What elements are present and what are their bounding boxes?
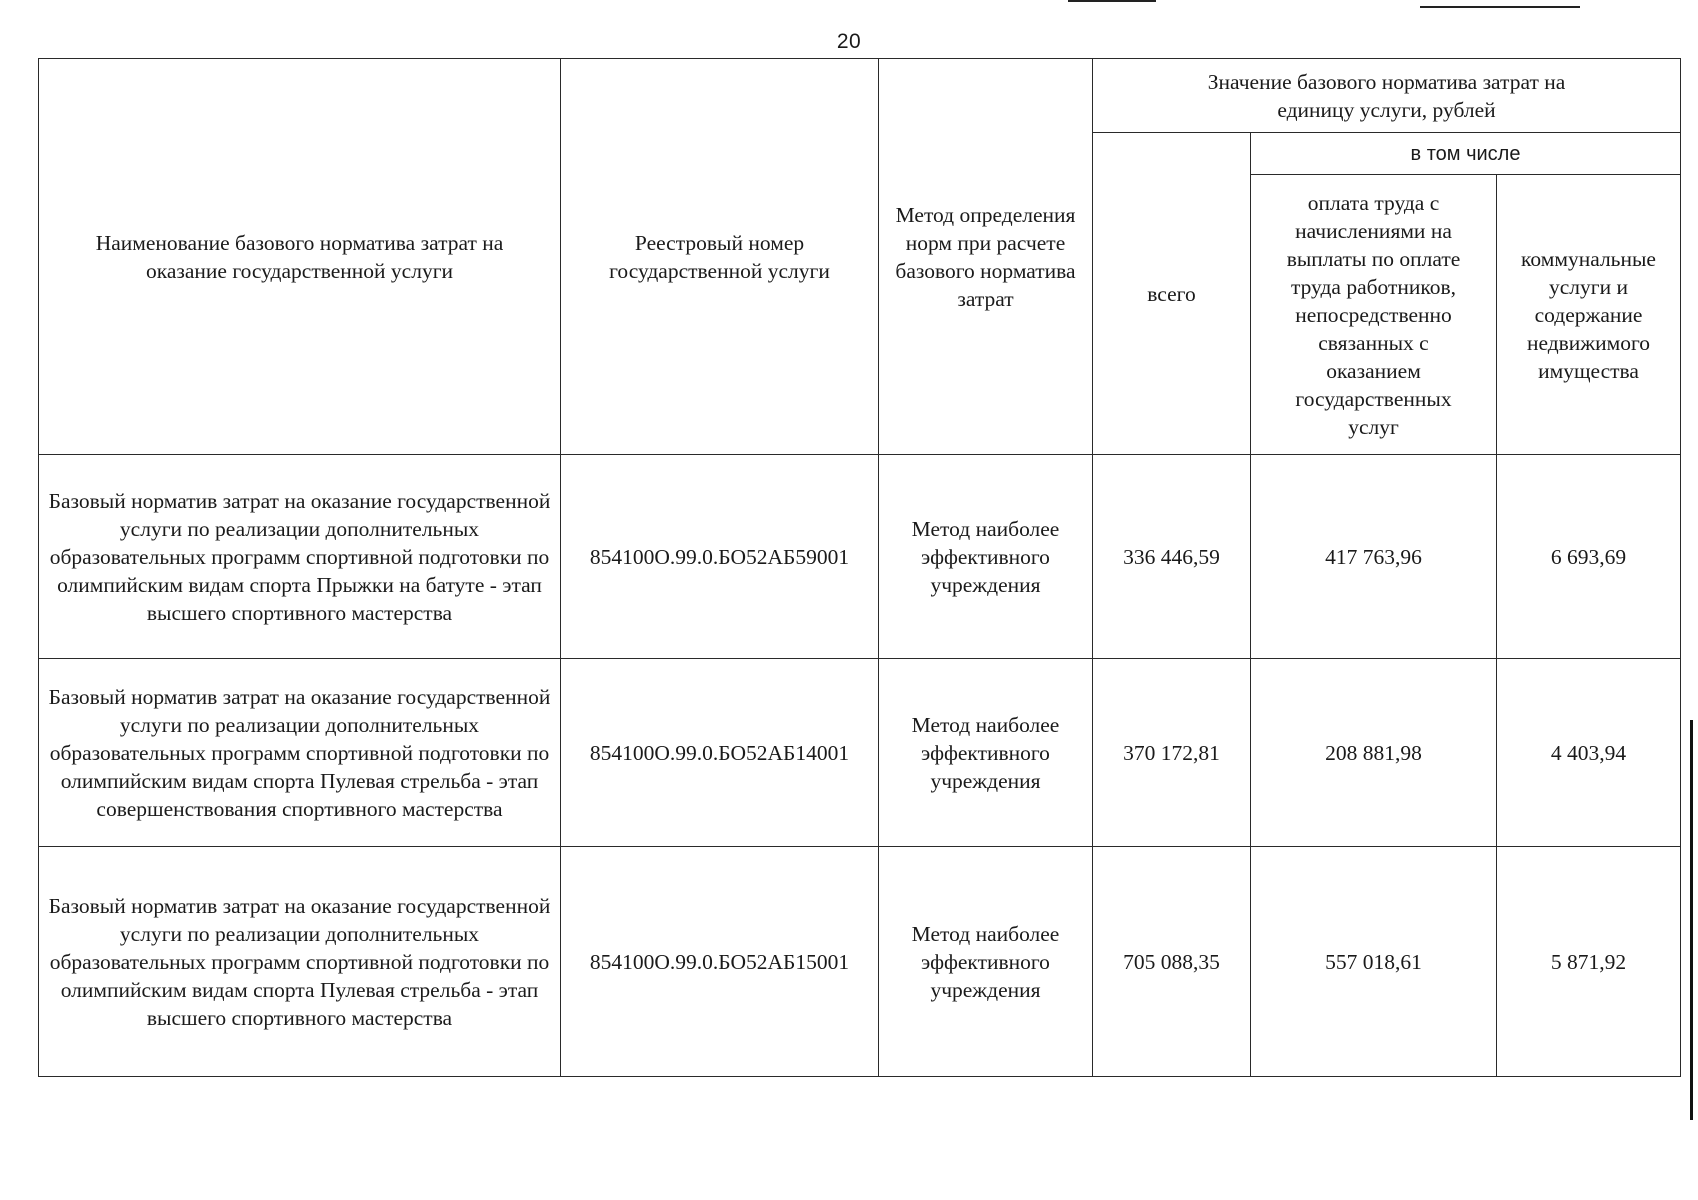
table-row (39, 455, 1681, 659)
row-total: 336 446,59 (1093, 455, 1251, 659)
cost-standards-table (38, 58, 1681, 1077)
row-name: Базовый норматив затрат на оказание государственной услуги по реализации дополнительных образовательных программ спортивной подготовки по олимпийским видам спорта Пулевая стрельба - этап высшего спортивного мастерства (39, 847, 561, 1077)
row-method: Метод наиболее эффективного учреждения (879, 847, 1093, 1077)
row-utilities: 5 871,92 (1497, 847, 1681, 1077)
header-utilities: коммунальные услуги и содержание недвижимого имущества (1497, 175, 1681, 455)
scan-edge-right (1690, 720, 1693, 1120)
header-including-group: в том числе (1251, 133, 1681, 175)
row-total: 370 172,81 (1093, 659, 1251, 847)
header-registry-number: Реестровый номер государственной услуги (561, 59, 879, 455)
row-method: Метод наиболее эффективного учреждения (879, 659, 1093, 847)
row-registry-number: 854100О.99.0.БО52АБ14001 (561, 659, 879, 847)
header-standard-value-group: Значение базового норматива затрат на единицу услуги, рублей (1093, 59, 1681, 133)
row-wages: 557 018,61 (1251, 847, 1497, 1077)
row-utilities: 4 403,94 (1497, 659, 1681, 847)
row-name: Базовый норматив затрат на оказание государственной услуги по реализации дополнительных образовательных программ спортивной подготовки по олимпийским видам спорта Прыжки на батуте - этап высшего спортивного мастерства (39, 455, 561, 659)
row-wages: 208 881,98 (1251, 659, 1497, 847)
row-name: Базовый норматив затрат на оказание государственной услуги по реализации дополнительных образовательных программ спортивной подготовки по олимпийским видам спорта Пулевая стрельба - этап совершенствования спортивного мастерства (39, 659, 561, 847)
header-row-1 (39, 59, 1681, 133)
row-total: 705 088,35 (1093, 847, 1251, 1077)
table-row (39, 847, 1681, 1077)
table-row (39, 659, 1681, 847)
row-registry-number: 854100О.99.0.БО52АБ59001 (561, 455, 879, 659)
row-wages: 417 763,96 (1251, 455, 1497, 659)
scan-mark-top-center (1068, 0, 1156, 2)
row-method: Метод наиболее эффективного учреждения (879, 455, 1093, 659)
row-utilities: 6 693,69 (1497, 455, 1681, 659)
scan-mark-top-right (1420, 6, 1580, 8)
header-total: всего (1093, 133, 1251, 455)
header-name: Наименование базового норматива затрат на оказание государственной услуги (39, 59, 561, 455)
page-number: 20 (836, 30, 862, 53)
header-wages: оплата труда с начислениями на выплаты по оплате труда работников, непосредственно связанных с оказанием государственных услуг (1251, 175, 1497, 455)
row-registry-number: 854100О.99.0.БО52АБ15001 (561, 847, 879, 1077)
header-method: Метод определения норм при расчете базового норматива затрат (879, 59, 1093, 455)
